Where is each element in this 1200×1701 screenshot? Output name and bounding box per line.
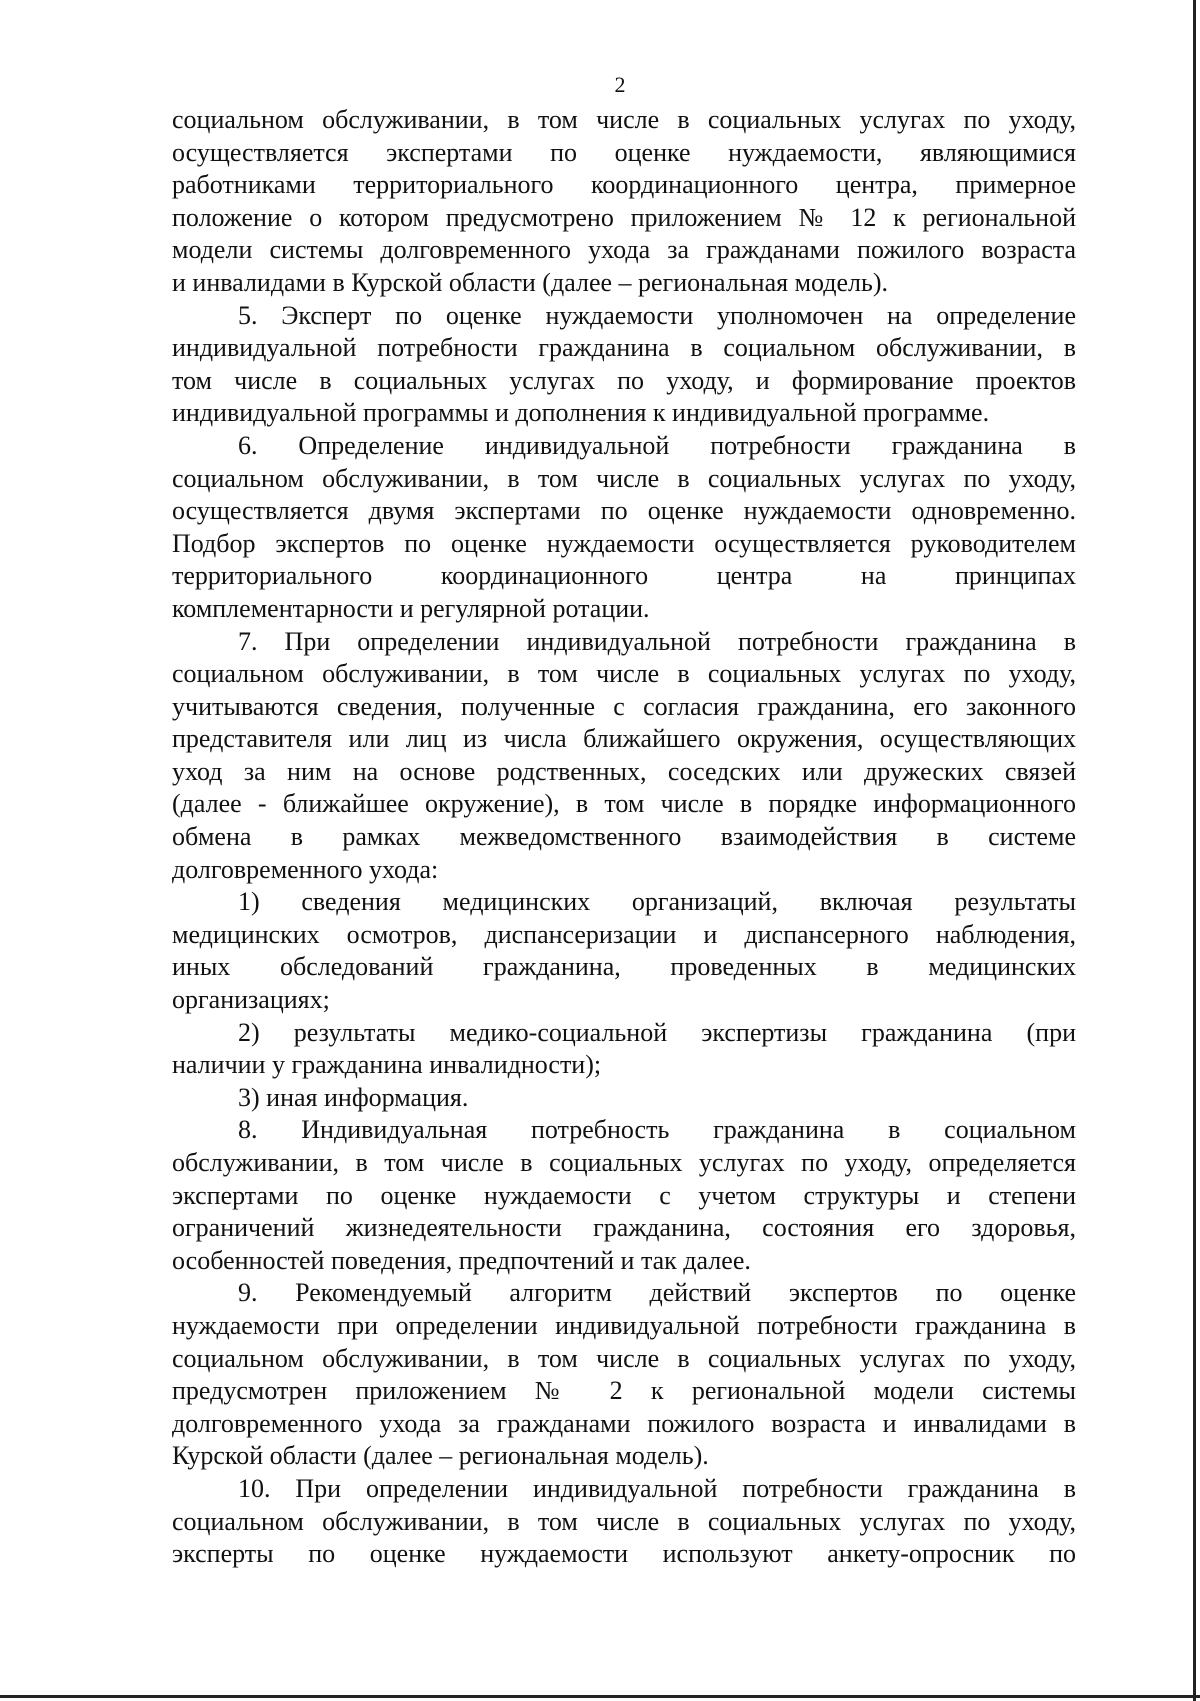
text-line: наличии у гражданина инвалидности);	[172, 1050, 602, 1080]
text-line: Подбор экспертов по оценке нуждаемости осуществляется руководителем	[172, 528, 1076, 558]
text-line: представителя или лиц из числа ближайшего окружения, осуществляющих	[172, 724, 1076, 754]
text-line: особенностей поведения, предпочтений и так далее.	[172, 1245, 751, 1275]
paragraph-8-start: 8. Индивидуальная потребность гражданина в социальном	[238, 1115, 1076, 1145]
text-line: ограничений жизнедеятельности гражданина, состояния его здоровья,	[172, 1213, 1076, 1243]
text-line: социальном обслуживании, в том числе в социальных услугах по уходу,	[172, 463, 1076, 493]
text-line: социальном обслуживании, в том числе в социальных услугах по уходу,	[172, 1343, 1076, 1373]
text-line: медицинских осмотров, диспансеризации и диспансерного наблюдения,	[172, 919, 1076, 949]
list-item-1-start: 1) сведения медицинских организаций, включая результаты	[238, 887, 1076, 917]
text-line: иных обследований гражданина, проведенных в медицинских	[172, 952, 1076, 982]
text-line: нуждаемости при определении индивидуальной потребности гражданина в	[172, 1310, 1076, 1340]
page-edge-bottom	[0, 1695, 1200, 1698]
text-line: предусмотрен приложением № 2 к региональной модели системы	[172, 1376, 1076, 1406]
paragraph-7-start: 7. При определении индивидуальной потребности гражданина в	[238, 626, 1076, 656]
text-line: осуществляется экспертами по оценке нуждаемости, являющимися	[172, 137, 1076, 167]
paragraph-10-start: 10. При определении индивидуальной потребности гражданина в	[238, 1473, 1076, 1503]
page-number: 2	[614, 72, 626, 97]
text-line: организациях;	[172, 985, 330, 1015]
page-edge-right	[1193, 0, 1196, 1701]
text-line: Курской области (далее – региональная модель).	[172, 1441, 709, 1471]
text-line: комплементарности и регулярной ротации.	[172, 593, 650, 623]
text-line: экспертами по оценке нуждаемости с учетом структуры и степени	[172, 1180, 1076, 1210]
text-line: и инвалидами в Курской области (далее – региональная модель).	[172, 267, 889, 297]
text-line: социальном обслуживании, в том числе в социальных услугах по уходу,	[172, 659, 1076, 689]
list-item-2-start: 2) результаты медико-социальной экспертизы гражданина (при	[238, 1017, 1076, 1047]
text-line: уход за ним на основе родственных, соседских или дружеских связей	[172, 756, 1076, 786]
text-line: индивидуальной потребности гражданина в социальном обслуживании, в	[172, 333, 1076, 363]
body-text	[172, 104, 1076, 1571]
text-line: социальном обслуживании, в том числе в социальных услугах по уходу,	[172, 105, 1076, 134]
text-line: учитываются сведения, полученные с согласия гражданина, его законного	[172, 691, 1076, 721]
text-line: территориального координационного центра на принципах	[172, 561, 1076, 591]
paragraph-9-start: 9. Рекомендуемый алгоритм действий экспертов по оценке	[238, 1278, 1076, 1308]
paragraph-6-start: 6. Определение индивидуальной потребности гражданина в	[238, 430, 1076, 460]
text-line: обслуживании, в том числе в социальных услугах по уходу, определяется	[172, 1148, 1076, 1177]
text-line: обмена в рамках межведомственного взаимодействия в системе	[172, 822, 1076, 852]
text-line: положение о котором предусмотрено приложением № 12 к региональной	[172, 202, 1076, 232]
text-line: осуществляется двумя экспертами по оценке нуждаемости одновременно.	[172, 496, 1076, 526]
text-line: том числе в социальных услугах по уходу, и формирование проектов	[172, 365, 1076, 395]
text-line: работниками территориального координационного центра, примерное	[172, 170, 1076, 200]
paragraph-5-start: 5. Эксперт по оценке нуждаемости уполномочен на определение	[238, 300, 1076, 330]
text-line: социальном обслуживании, в том числе в социальных услугах по уходу,	[172, 1506, 1076, 1536]
list-item-3: 3) иная информация.	[238, 1082, 469, 1112]
text-line: индивидуальной программы и дополнения к индивидуальной программе.	[172, 398, 990, 428]
text-line: долговременного ухода за гражданами пожилого возраста и инвалидами в	[172, 1408, 1076, 1438]
text-line: модели системы долговременного ухода за гражданами пожилого возраста	[172, 235, 1076, 265]
text-line: (далее - ближайшее окружение), в том числе в порядке информационного	[172, 789, 1076, 819]
text-line: долговременного ухода:	[172, 854, 439, 884]
text-line: эксперты по оценке нуждаемости используют анкету-опросник по	[172, 1539, 1076, 1569]
